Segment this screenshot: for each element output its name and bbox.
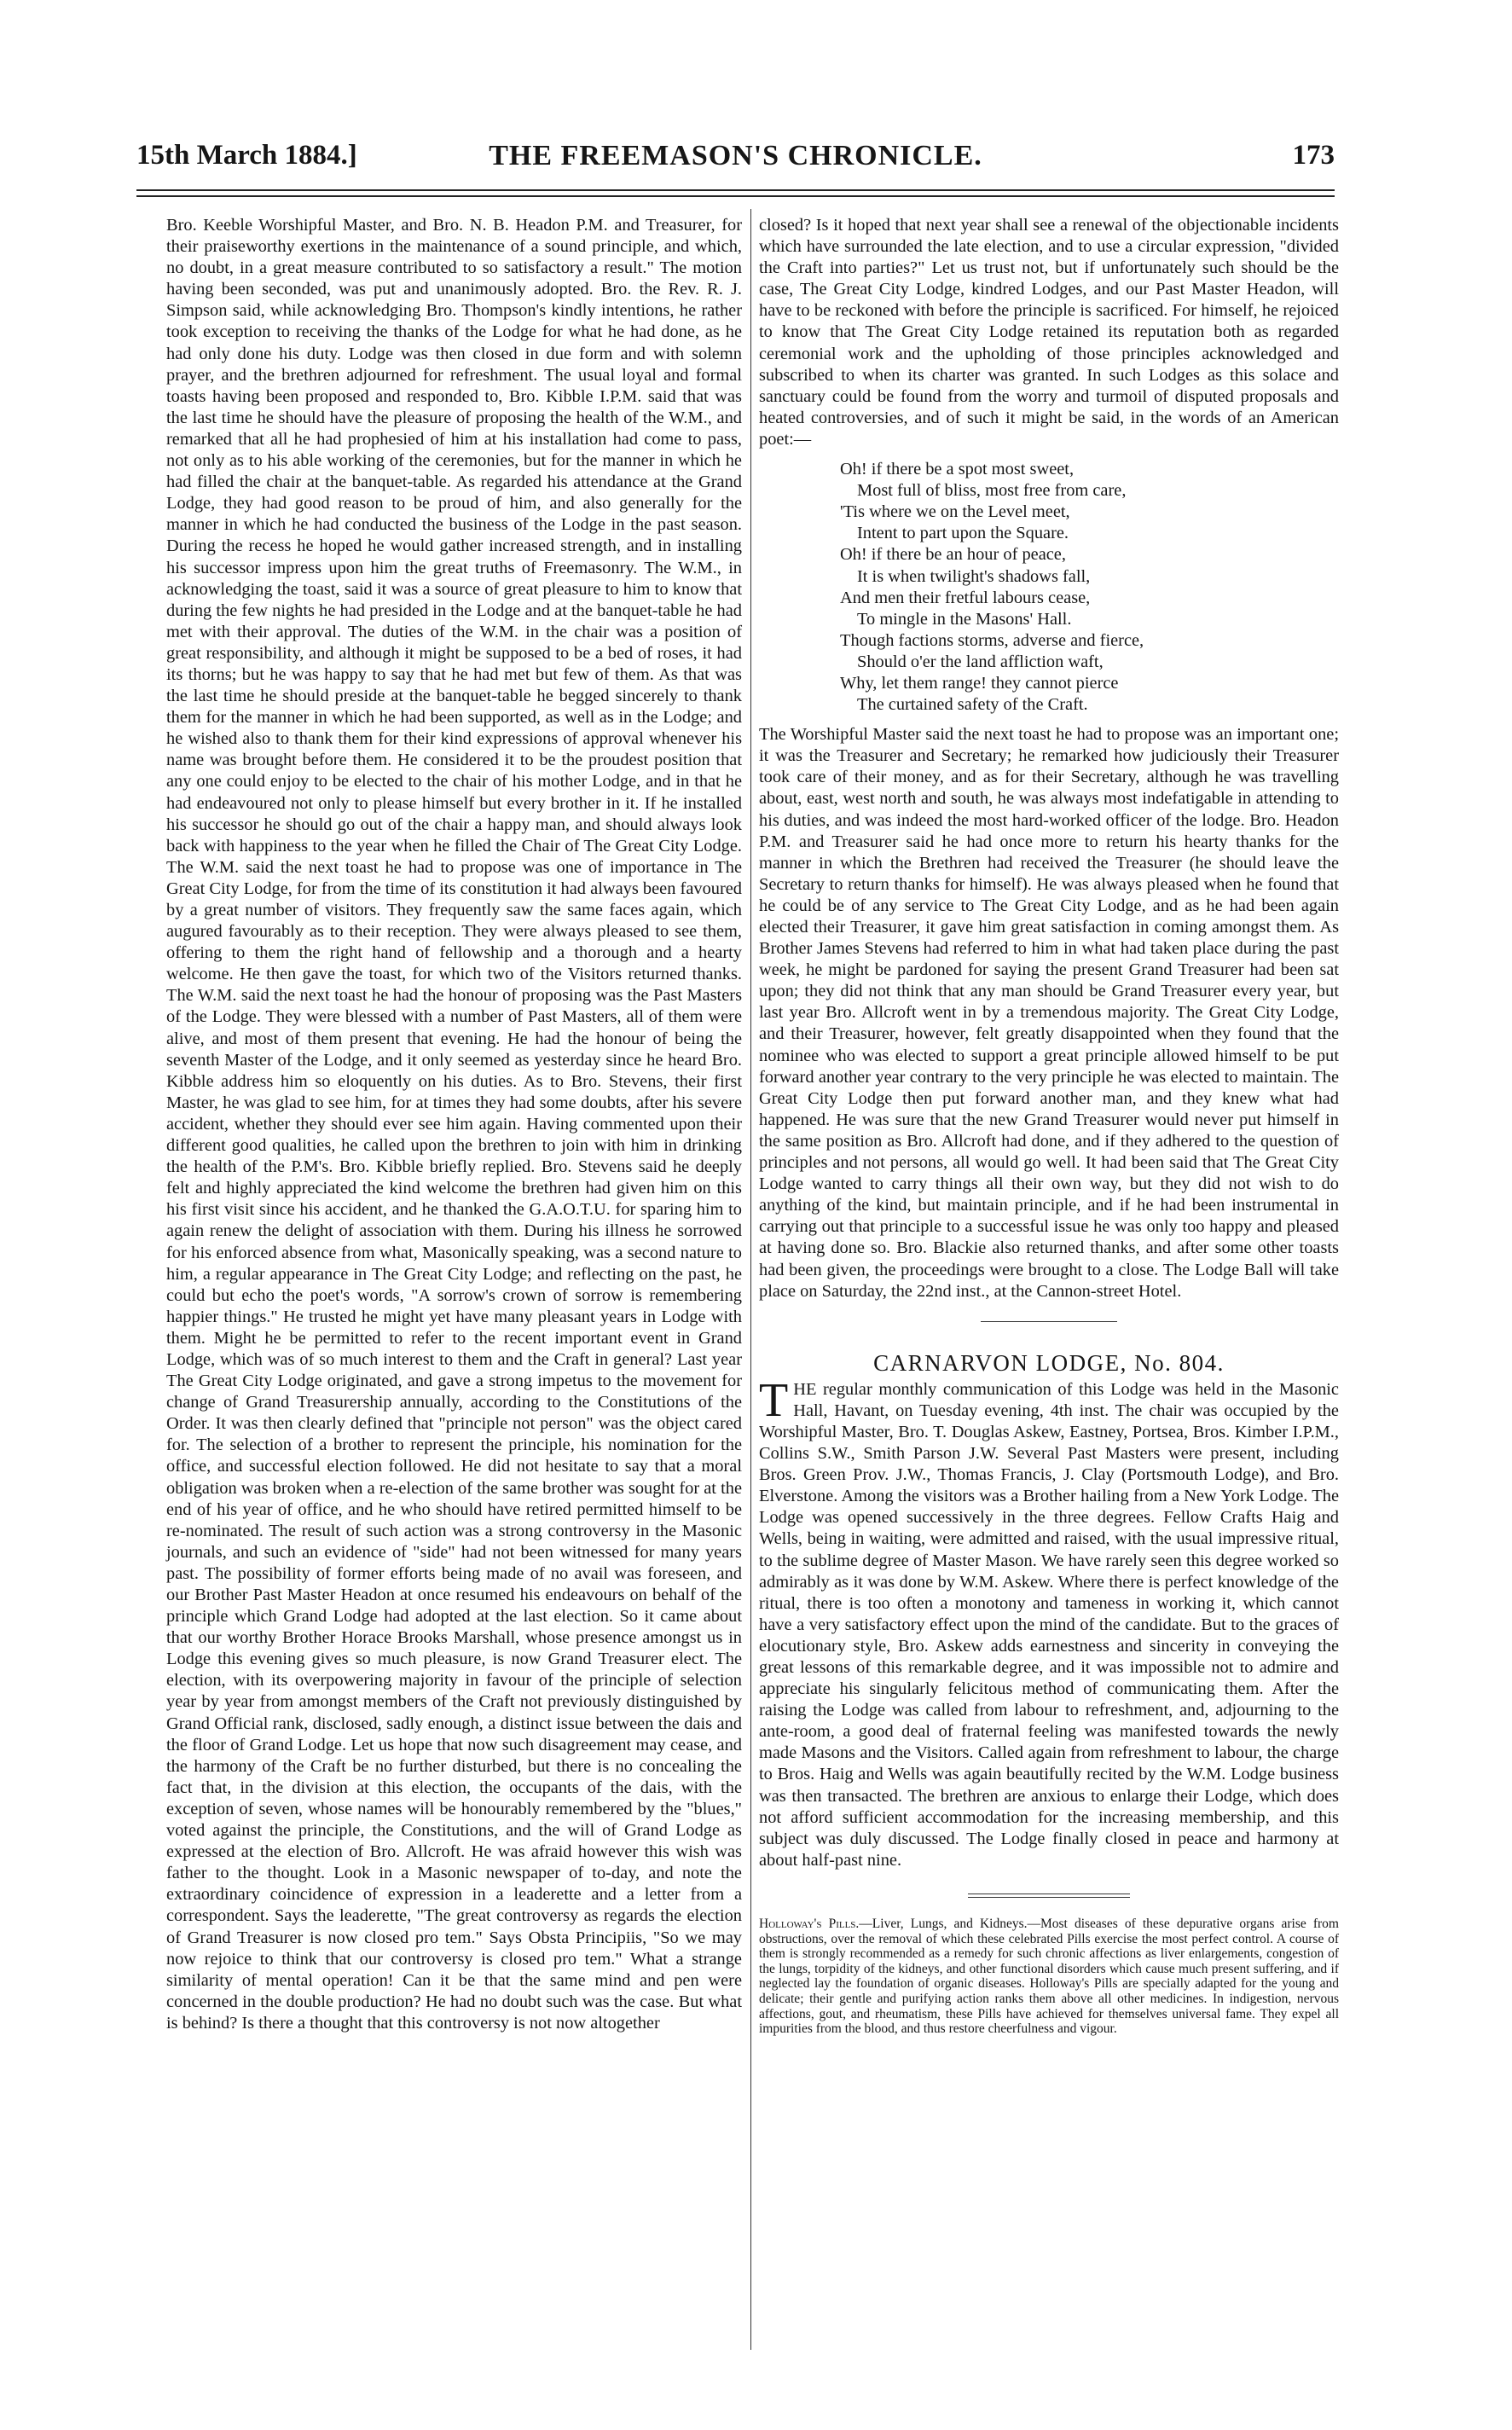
column-divider bbox=[750, 209, 751, 2350]
poem-line: Intent to part upon the Square. bbox=[857, 524, 1069, 543]
section-text: HE regular monthly communication of this Lodge was held in the Masonic Hall, Havant, on Tuesday evening, 4th inst. The chair was occupied by the Worshipful Master, Bro. T. Douglas Askew, Eastney, Portsea, Bros. Kimber I.P.M., Collins S.W., Smith Parson J.W. Several Past Masters were present, including Bros. Green Prov. J.W., Thomas Francis, J. Clay (Portsmouth Lodge), and Bro. Elverstone. Among the visitors was a Brother hailing from a New York Lodge. The Lodge was opened successively in the three degrees. Fellow Crafts Haig and Wells, being in waiting, were admitted and raised, with the usual impressive ritual, to the sublime degree of Master Mason. We have rarely seen this degree worked so admirably as it was done by W.M. Askew. Where there is perfect knowledge of the ritual, there is too often a monotony and tameness in working it, which cannot have a very satisfactory effect upon the mind of the candidate. But to the graces of elocutionary style, Bro. Askew adds earnestness and sincerity in conveying the great lessons of this remarkable degree, and it was impossible not to admire and appreciate his singularly felicitous method of communicating them. After the raising the Lodge was called from labour to refreshment, and, adjourning to the ante-room, a good deal of fraternal feeling was manifested towards the newly made Masons and the Visitors. Called again from refreshment to labour, the charge to Bros. Haig and Wells was again beautifully recited by the W.M. Lodge business was then transacted. The brethren are anxious to enlarge their Lodge, which does not afford sufficient accommodation for the increasing membership, and this subject was duly discussed. The Lodge finally closed in peace and harmony at about half-past nine. bbox=[759, 1379, 1339, 1870]
poem-line: Most full of bliss, most free from care, bbox=[857, 481, 1127, 501]
poem-line: Should o'er the land affliction waft, bbox=[857, 652, 1104, 671]
header-rule-top bbox=[136, 189, 1335, 191]
advert-divider bbox=[968, 1894, 1130, 1898]
issue-date: 15th March 1884.] bbox=[136, 140, 357, 171]
section-heading: CARNARVON LODGE, No. 804. bbox=[873, 1349, 1225, 1376]
poem-line: The curtained safety of the Craft. bbox=[857, 695, 1088, 715]
advertisement bbox=[759, 1917, 1339, 2037]
right-column bbox=[759, 215, 1339, 2037]
poem-line: Oh! if there be an hour of peace, bbox=[840, 545, 1066, 565]
page-number: 173 bbox=[1292, 140, 1335, 171]
drop-cap: T bbox=[759, 1373, 789, 1427]
left-column bbox=[166, 215, 742, 2034]
section-divider bbox=[981, 1321, 1117, 1322]
poem-line: Oh! if there be a spot most sweet, bbox=[840, 460, 1075, 479]
section-paragraph bbox=[759, 1373, 1339, 1871]
article-paragraph: closed? Is it hoped that next year shall see a renewal of the objectionable incidents which have surrounded the late election, and to use a circular expression, "divided the Craft into parties?" Let us trust not, but if unfortunately such should be the case, The Great City Lodge, kindred Lodges, and our Past Master Headon, will have to be reckoned with before the principle is sacrificed. For himself, he rejoiced to know that The Great City Lodge retained its reputation both as regarded ceremonial work and the upholding of those principles acknowledged and subscribed to when its charter was granted. In such Lodges as this solace and sanctuary could be found from the worry and turmoil of disputed proposals and heated controversies, and of such it might be said, in the words of an American poet:— bbox=[759, 216, 1339, 449]
poem-line: To mingle in the Masons' Hall. bbox=[857, 609, 1072, 629]
poem-line: And men their fretful labours cease, bbox=[840, 588, 1091, 607]
article-paragraph: Bro. Keeble Worshipful Master, and Bro. N. B. Headon P.M. and Treasurer, for their praiseworthy exertions in the maintenance of a sound principle, and which, no doubt, in a great measure contributed to so satisfactory a result." The motion having been seconded, was put and unanimously adopted. Bro. the Rev. R. J. Simpson said, while acknowledging Bro. Thompson's kindly intentions, he rather took exception to receiving the thanks of the Lodge for what he had done, as he had only done his duty. Lodge was then closed in due form and with solemn prayer, and the brethren adjourned for refreshment. The usual loyal and formal toasts having been proposed and responded to, Bro. Kibble I.P.M. said that was the last time he should have the pleasure of proposing the health of the W.M., and remarked that all he had prophesied of him at his installation had come to pass, not only as to his able working of the ceremonies, but for the manner in which he had filled the chair at the banquet-table. As regarded his attendance at the Grand Lodge, they had good reason to be proud of him, and also generally for the manner in which he had conducted the business of the Lodge in the past season. During the recess he hoped he would gather increased strength, and in installing his successor impress upon him the great truths of Freemasonry. The W.M., in acknowledging the toast, said it was a source of great pleasure to him to know that during the few nights he had presided in the Lodge and at the banquet-table he had met with their approval. The duties of the W.M. in the chair was a position of great responsibility, and although it might be supposed to be a bed of roses, it had its thorns; but he was happy to say that he had met but few of them. As that was the last time he should preside at the banquet-table he begged sincerely to thank them for the manner in which he had been supported, as well as in the Lodge; and he wished also to thank them for their kind expressions of approval whenever his name was brought before them. He considered it to be the proudest position that any one could enjoy to be elected to the chair of his mother Lodge, and in that he had endeavoured not only to please himself but every brother in it. If he installed his successor he should go out of the chair a happy man, and should always look back with happiness to the year when he filled the Chair of The Great City Lodge. The W.M. said the next toast he had to propose was one of importance in The Great City Lodge, for from the time of its constitution it had always been favoured by a great number of visitors. They frequently saw the same faces again, which augured favourably as to their reception. They were always pleased to see them, offering to them the right hand of fellowship and a thorough and a hearty welcome. He then gave the toast, for which two of the Visitors returned thanks. The W.M. said the next toast he had the honour of proposing was the Past Masters of the Lodge. They were blessed with a number of Past Masters, all of them were alive, and most of them present that evening. He had the honour of being the seventh Master of the Lodge, and it only seemed as yesterday since he heard Bro. Kibble address him so eloquently on his duties. As to Bro. Stevens, their first Master, he was glad to see him, for at times they had some doubts, after his severe accident, whether they should ever see him again. Having commented upon their different good qualities, he called upon the brethren to join with him in drinking the health of the P.M's. Bro. Kibble briefly replied. Bro. Stevens said he deeply felt and highly appreciated the kind welcome the brethren had given him on this his first visit since his accident, and he thanked the G.A.O.T.U. for sparing him to again renew the delight of association with them. During his illness he sorrowed for his enforced absence from what, Masonically speaking, was a second nature to him, a regular appearance in The Great City Lodge; and reflecting on the past, he could but echo the poet's words, "A sorrow's crown of sorrow is remembering happier things." He trusted he might yet have many pleasant years in Lodge with them. Might he be permitted to refer to the recent important event in Grand Lodge, which was of so much interest to them and the Craft in general? Last year The Great City Lodge originated, and gave a strong impetus to the movement for change of Grand Treasurership annually, according to the Constitutions of the Order. It was then clearly defined that "principle not person" was the object cared for. The selection of a brother to represent the principle, his nomination for the office, and successful election followed. He did not hesitate to say that a moral obligation was broken when a re-election of the same brother was sought for at the end of his year of office, and he who should have retired permitted himself to be re-nominated. The result of such action was a strong controversy in the Masonic journals, and such an evidence of "side" had not been witnessed for many years past. The possibility of former efforts being made of no avail was foreseen, and our Brother Past Master Headon at once resumed his endeavours on behalf of the principle which Grand Lodge had adopted at the last election. So it came about that our worthy Brother Horace Brooks Marshall, whose presence amongst us in Lodge this evening gives so much pleasure, is now Grand Treasurer elect. The election, with its overpowering majority in favour of the principle of selection year by year from amongst members of the Craft not previously distinguished by Grand Official rank, disclosed, sadly enough, a distinct issue between the dais and the floor of Grand Lodge. Let us hope that now such disagreement may cease, and the harmony of the Craft be no further disturbed, but there is no concealing the fact that, in the division at this election, the occupants of the dais, with the exception of seven, whose names will be honourably remembered by the "blues," voted against the principle, the Constitutions, and the will of Grand Lodge as expressed at the election of Bro. Allcroft. He was afraid however this wish was father to the thought. Look in a Masonic newspaper of to-day, and note the extraordinary coincidence of expression in a leaderette and a letter from a correspondent. Says the leaderette, "The great controversy as regards the election of Grand Treasurer is now closed pro tem." Says Obsta Principiis, "So we may now rejoice to think that our controversy is closed pro tem." What a strange similarity of mental operation! Can it be that the same mind and pen were concerned in the double production? He had no doubt such was the case. But what is behind? Is there a thought that this controversy is not now altogether bbox=[166, 216, 742, 2033]
page-header bbox=[136, 140, 1335, 179]
poem-line: It is when twilight's shadows fall, bbox=[857, 566, 1091, 586]
newspaper-title: THE FREEMASON'S CHRONICLE. bbox=[489, 140, 982, 171]
poem-line: 'Tis where we on the Level meet, bbox=[840, 502, 1070, 522]
advert-lead: Holloway's Pills. bbox=[759, 1916, 860, 1931]
poem-line: Why, let them range! they cannot pierce bbox=[840, 673, 1119, 693]
article-paragraph: The Worshipful Master said the next toast he had to propose was an important one; it was the Treasurer and Secretary; he remarked how judiciously their Treasurer took care of their money, and as for their Secretary, although he was travelling about, east, west north and south, he was always most indefatigable in attending to his duties, and was indeed the most hard-worked officer of the lodge. Bro. Headon P.M. and Treasurer said he had once more to return his hearty thanks for the manner in which the Brethren had received the Treasurer (he should leave the Secretary to return thanks for himself). He was always pleased when he found that he could be of any service to The Great City Lodge, and as he had been again elected their Treasurer, it gave him great satisfaction in coming amongst them. As Brother James Stevens had referred to him in what had taken place during the past week, he might be pardoned for saying the present Grand Treasurer had been sat upon; they did not think that any man should be Grand Treasurer every year, but last year Bro. Allcroft went in by a tremendous majority. The Great City Lodge, and their Treasurer, however, felt greatly disappointed when they found that the nominee who was elected to support a great principle allowed himself to be put forward another year contrary to the very principle he was elected to maintain. The Great City Lodge then put forward another man, and they knew what had happened. He was sure that the new Grand Treasurer would never put himself in the same position as Bro. Allcroft had done, and if they adhered to the question of principles and not persons, all would go well. It had been said that The Great City Lodge wanted to carry things all their own way, but they did not wish to do anything of the kind, but maintain principle, and if he had been instrumental in carrying out that principle to a successful issue he was only too happy and pleased at having done so. Bro. Blackie also returned thanks, and after some other toasts had been given, the proceedings were brought to a close. The Lodge Ball will take place on Saturday, the 22nd inst., at the Cannon-street Hotel. bbox=[759, 725, 1339, 1301]
poem-line: Though factions storms, adverse and fierce, bbox=[840, 630, 1144, 650]
poem bbox=[759, 459, 1339, 716]
header-rule-bottom bbox=[136, 195, 1335, 197]
advert-text: —Liver, Lungs, and Kidneys.—Most diseases of these depurative organs arise from obstructions, over the removal of which these celebrated Pills exercise the most perfect control. A course of them is strongly recommended as a remedy for such chronic affections as liver enlargements, congestion of the lungs, torpidity of the kidneys, and other functional disorders which cause much present suffering, and if neglected lay the foundation of organic diseases. Holloway's Pills are specially adapted for the young and delicate; their gentle and purifying action ranks them above all other medicines. In indigestion, nervous affections, gout, and rheumatism, these Pills have achieved for themselves universal fame. They expel all impurities from the blood, and thus restore cheerfulness and vigour. bbox=[759, 1916, 1339, 2037]
